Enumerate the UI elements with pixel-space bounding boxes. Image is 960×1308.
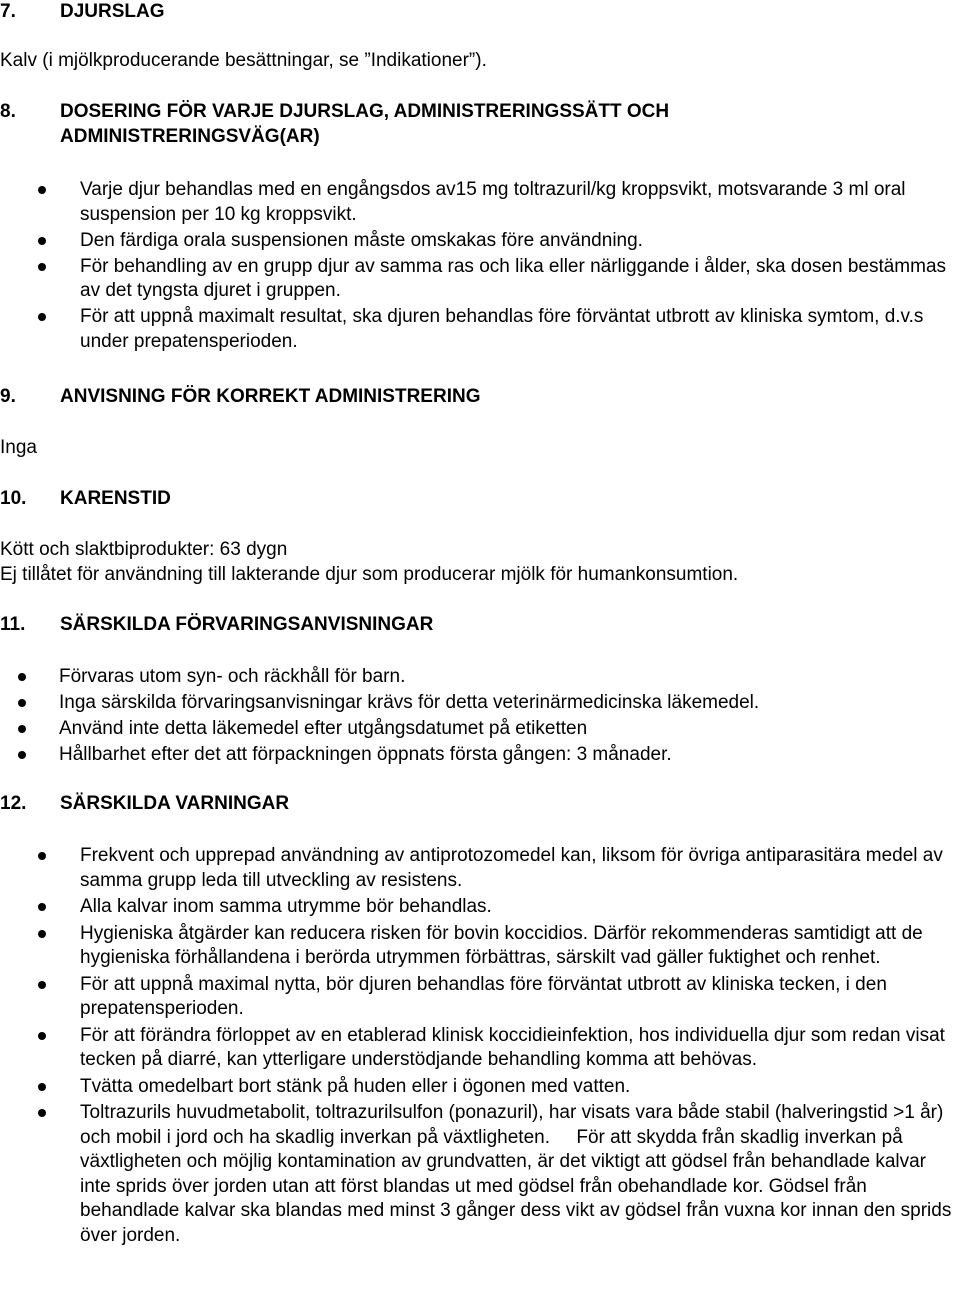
section-10-line-1: Kött och slaktbiprodukter: 63 dygn [0,539,288,560]
bullet-icon [38,852,46,860]
list-item: Hygieniska åtgärder kan reducera risken för bovin koccidios. Därför rekommenderas samtidigt att de hygieniska förhållandena i berörda utrymmen förbättras, särskilt vad gäller fuktighet och renhet. [0,922,960,971]
section-8-list [0,178,960,356]
list-item: Toltrazurils huvudmetabolit, toltrazurilsulfon (ponazuril), har visats vara både stabil (halveringstid >1 år) och mobil i jord och ha skadlig inverkan på växtligheten. För att skydda från skadlig inverkan på växtligheten och möjlig kontamination av grundvatten, är det viktigt att gödsel från behandlade kalvar inte sprids över jorden utan att först blandas ut med gödsel från obehandlade kor. Gödsel från behandlade kalvar ska blandas med minst 3 gånger dess vikt av gödsel från vuxna kor innan den sprids över jorden. [0,1101,960,1248]
section-12-heading [0,792,289,817]
section-title: DJURSLAG [60,1,165,22]
bullet-icon [38,313,46,321]
bullet-icon [18,699,26,707]
bullet-icon [38,930,46,938]
list-item: Använd inte detta läkemedel efter utgångsdatumet på etiketten [0,717,960,742]
section-title: SÄRSKILDA VARNINGAR [60,793,290,814]
list-item: För att uppnå maximalt resultat, ska djuren behandlas före förväntat utbrott av kliniska symtom, d.v.s under prepatensperioden. [0,305,960,354]
list-item: Den färdiga orala suspensionen måste omskakas före användning. [0,229,960,254]
section-title: KARENSTID [60,488,171,509]
section-8-heading [0,100,900,149]
section-number: 8. [0,101,16,122]
bullet-icon [38,903,46,911]
list-item: Hållbarhet efter det att förpackningen öppnats första gången: 3 månader. [0,743,960,768]
list-item: Varje djur behandlas med en engångsdos av15 mg toltrazuril/kg kroppsvikt, motsvarande 3 ml oral suspension per 10 kg kroppsvikt. [0,178,960,227]
list-item: Frekvent och upprepad användning av antiprotozomedel kan, liksom för övriga antiparasitära medel av samma grupp leda till utveckling av resistens. [0,844,960,893]
section-number: 11. [0,614,26,635]
section-number: 9. [0,386,16,407]
section-7-heading [0,0,165,25]
section-number: 7. [0,1,16,22]
section-title: SÄRSKILDA FÖRVARINGSANVISNINGAR [60,614,434,635]
bullet-icon [38,186,46,194]
bullet-icon [18,673,26,681]
list-item: För att förändra förloppet av en etablerad klinisk koccidieinfektion, hos individuella djur som redan visat tecken på diarré, kan ytterligare understödjande behandling komma att behövas. [0,1024,960,1073]
bullet-icon [38,981,46,989]
section-11-heading [0,613,433,638]
list-item: För att uppnå maximal nytta, bör djuren behandlas före förväntat utbrott av kliniska tecken, i den prepatensperioden. [0,973,960,1022]
section-9-heading [0,385,480,410]
list-item: Inga särskilda förvaringsanvisningar krävs för detta veterinärmedicinska läkemedel. [0,691,960,716]
bullet-icon [18,725,26,733]
section-7-text: Kalv (i mjölkproducerande besättningar, se ”Indikationer”). [0,50,487,71]
section-12-list [0,844,960,1250]
section-number: 12. [0,793,27,814]
list-item: Alla kalvar inom samma utrymme bör behandlas. [0,895,960,920]
bullet-icon [38,1083,46,1091]
section-10-line-2: Ej tillåtet för användning till lakterande djur som producerar mjölk för humankonsumtion. [0,564,739,585]
bullet-icon [18,751,26,759]
section-number: 10. [0,488,27,509]
list-item: Tvätta omedelbart bort stänk på huden eller i ögonen med vatten. [0,1075,960,1100]
bullet-icon [38,1109,46,1117]
list-item: Förvaras utom syn- och räckhåll för barn. [0,665,960,690]
bullet-icon [38,263,46,271]
section-title: DOSERING FÖR VARJE DJURSLAG, ADMINISTRERINGSSÄTT OCH ADMINISTRERINGSVÄG(AR) [60,101,670,147]
section-9-text: Inga [0,437,37,458]
bullet-icon [38,237,46,245]
section-10-heading [0,487,171,512]
section-title: ANVISNING FÖR KORREKT ADMINISTRERING [60,386,481,407]
section-11-list [0,665,960,769]
list-item: För behandling av en grupp djur av samma ras och lika eller närliggande i ålder, ska dosen bestämmas av det tyngsta djuret i gruppen. [0,255,960,304]
bullet-icon [38,1032,46,1040]
